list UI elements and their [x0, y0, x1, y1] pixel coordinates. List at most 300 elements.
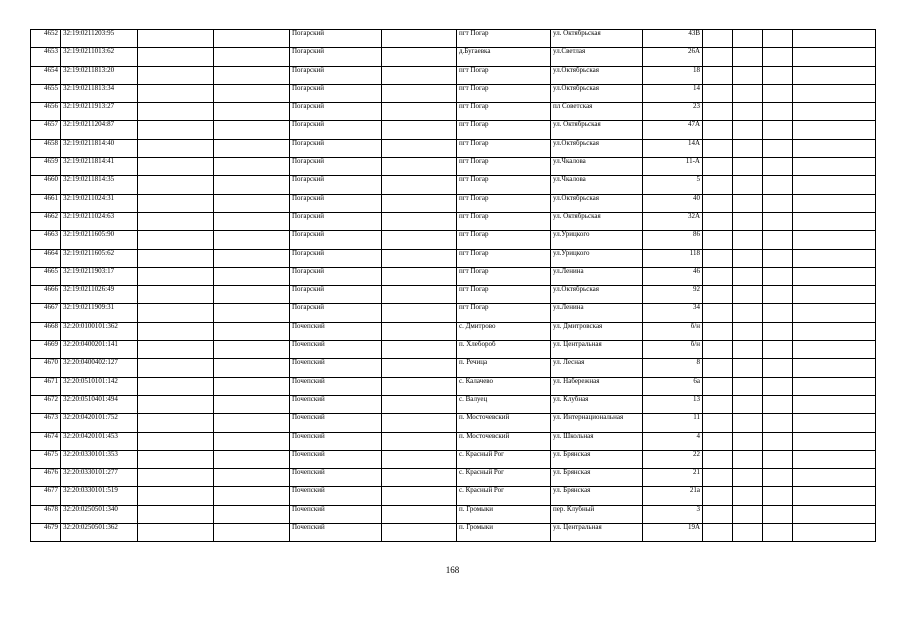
empty-cell — [382, 103, 457, 121]
district-cell: Погарский — [290, 66, 382, 84]
district-cell: Погарский — [290, 158, 382, 176]
locality-cell: пгт Погар — [457, 267, 551, 285]
empty-cell — [138, 395, 214, 413]
empty-cell — [703, 469, 733, 487]
house-number-cell: 23 — [643, 103, 703, 121]
table-row — [31, 84, 876, 102]
empty-cell — [793, 395, 876, 413]
empty-cell — [733, 30, 763, 48]
cadastral-number-cell: 32:20:0420101:752 — [61, 414, 138, 432]
empty-cell — [733, 212, 763, 230]
empty-cell — [703, 194, 733, 212]
empty-cell — [214, 176, 290, 194]
house-number-cell: 32А — [643, 212, 703, 230]
row-number-cell: 4675 — [31, 450, 61, 468]
house-number-cell: 13 — [643, 395, 703, 413]
empty-cell — [733, 84, 763, 102]
empty-cell — [733, 322, 763, 340]
table-row — [31, 322, 876, 340]
street-cell: ул. Октябрьская — [551, 212, 643, 230]
house-number-cell: 19А — [643, 524, 703, 542]
cadastral-number-cell: 32:20:0330101:519 — [61, 487, 138, 505]
cadastral-number-cell: 32:19:0211913:27 — [61, 103, 138, 121]
locality-cell: пгт Погар — [457, 194, 551, 212]
table-row — [31, 176, 876, 194]
table-row — [31, 414, 876, 432]
empty-cell — [793, 121, 876, 139]
row-number-cell: 4659 — [31, 158, 61, 176]
empty-cell — [703, 139, 733, 157]
empty-cell — [793, 66, 876, 84]
empty-cell — [214, 66, 290, 84]
row-number-cell: 4665 — [31, 267, 61, 285]
street-cell: пер. Клубный — [551, 505, 643, 523]
empty-cell — [793, 139, 876, 157]
empty-cell — [382, 450, 457, 468]
empty-cell — [703, 249, 733, 267]
empty-cell — [138, 450, 214, 468]
row-number-cell: 4656 — [31, 103, 61, 121]
empty-cell — [763, 249, 793, 267]
street-cell: ул.Октябрьская — [551, 66, 643, 84]
district-cell: Почепский — [290, 395, 382, 413]
empty-cell — [793, 322, 876, 340]
locality-cell: пгт Погар — [457, 158, 551, 176]
street-cell: ул. Октябрьская — [551, 30, 643, 48]
street-cell: пл Советская — [551, 103, 643, 121]
empty-cell — [733, 469, 763, 487]
empty-cell — [703, 30, 733, 48]
table-row — [31, 194, 876, 212]
empty-cell — [214, 487, 290, 505]
cadastral-number-cell: 32:19:0211909:31 — [61, 304, 138, 322]
district-cell: Почепский — [290, 341, 382, 359]
empty-cell — [763, 450, 793, 468]
empty-cell — [793, 231, 876, 249]
locality-cell: пгт Погар — [457, 30, 551, 48]
house-number-cell: б/н — [643, 322, 703, 340]
locality-cell: пгт Погар — [457, 103, 551, 121]
street-cell: ул. Брянская — [551, 487, 643, 505]
empty-cell — [214, 48, 290, 66]
house-number-cell: 3 — [643, 505, 703, 523]
empty-cell — [214, 158, 290, 176]
empty-cell — [382, 30, 457, 48]
empty-cell — [382, 395, 457, 413]
locality-cell: с. Валуец — [457, 395, 551, 413]
empty-cell — [733, 341, 763, 359]
empty-cell — [703, 322, 733, 340]
empty-cell — [138, 84, 214, 102]
empty-cell — [733, 524, 763, 542]
locality-cell: с. Дмитрово — [457, 322, 551, 340]
district-cell: Погарский — [290, 30, 382, 48]
empty-cell — [733, 414, 763, 432]
cadastral-number-cell: 32:20:0250501:362 — [61, 524, 138, 542]
cadastral-number-cell: 32:19:0211013:62 — [61, 48, 138, 66]
row-number-cell: 4664 — [31, 249, 61, 267]
table-row — [31, 304, 876, 322]
district-cell: Почепский — [290, 414, 382, 432]
empty-cell — [703, 103, 733, 121]
empty-cell — [382, 231, 457, 249]
empty-cell — [763, 286, 793, 304]
empty-cell — [138, 212, 214, 230]
empty-cell — [214, 231, 290, 249]
empty-cell — [733, 103, 763, 121]
row-number-cell: 4652 — [31, 30, 61, 48]
empty-cell — [703, 84, 733, 102]
empty-cell — [214, 286, 290, 304]
locality-cell: пгт Погар — [457, 84, 551, 102]
district-cell: Погарский — [290, 231, 382, 249]
empty-cell — [382, 505, 457, 523]
table-row — [31, 267, 876, 285]
table-row — [31, 121, 876, 139]
street-cell: ул. Центральная — [551, 341, 643, 359]
empty-cell — [382, 487, 457, 505]
cadastral-number-cell: 32:19:0211605:62 — [61, 249, 138, 267]
empty-cell — [382, 194, 457, 212]
house-number-cell: 22 — [643, 450, 703, 468]
house-number-cell: 6а — [643, 377, 703, 395]
row-number-cell: 4673 — [31, 414, 61, 432]
empty-cell — [793, 414, 876, 432]
district-cell: Почепский — [290, 322, 382, 340]
street-cell: ул.Чкалова — [551, 176, 643, 194]
street-cell: ул.Ленина — [551, 304, 643, 322]
table-row — [31, 158, 876, 176]
empty-cell — [138, 414, 214, 432]
house-number-cell: 47А — [643, 121, 703, 139]
district-cell: Почепский — [290, 469, 382, 487]
empty-cell — [763, 359, 793, 377]
empty-cell — [703, 231, 733, 249]
empty-cell — [763, 176, 793, 194]
empty-cell — [733, 450, 763, 468]
cadastral-number-cell: 32:19:0211203:95 — [61, 30, 138, 48]
empty-cell — [763, 377, 793, 395]
empty-cell — [703, 414, 733, 432]
locality-cell: д.Бугаевка — [457, 48, 551, 66]
empty-cell — [214, 432, 290, 450]
empty-cell — [214, 524, 290, 542]
empty-cell — [763, 231, 793, 249]
street-cell: ул.Октябрьская — [551, 139, 643, 157]
district-cell: Погарский — [290, 267, 382, 285]
table-row — [31, 249, 876, 267]
empty-cell — [793, 267, 876, 285]
locality-cell: с. Красный Рог — [457, 450, 551, 468]
table-row — [31, 469, 876, 487]
empty-cell — [793, 249, 876, 267]
empty-cell — [763, 341, 793, 359]
table-row — [31, 505, 876, 523]
cadastral-number-cell: 32:19:0211814:35 — [61, 176, 138, 194]
empty-cell — [793, 487, 876, 505]
empty-cell — [763, 30, 793, 48]
empty-cell — [138, 103, 214, 121]
empty-cell — [214, 103, 290, 121]
empty-cell — [214, 395, 290, 413]
street-cell: ул.Ленина — [551, 267, 643, 285]
locality-cell: пгт Погар — [457, 249, 551, 267]
house-number-cell: 34 — [643, 304, 703, 322]
street-cell: ул. Дмитровская — [551, 322, 643, 340]
cadastral-number-cell: 32:19:0211024:63 — [61, 212, 138, 230]
locality-cell: п. Громыки — [457, 524, 551, 542]
locality-cell: пгт Погар — [457, 66, 551, 84]
district-cell: Погарский — [290, 176, 382, 194]
empty-cell — [382, 304, 457, 322]
street-cell: ул.Чкалова — [551, 158, 643, 176]
cadastral-number-cell: 32:20:0510401:494 — [61, 395, 138, 413]
empty-cell — [793, 450, 876, 468]
house-number-cell: 11-А — [643, 158, 703, 176]
empty-cell — [214, 505, 290, 523]
table-row — [31, 103, 876, 121]
empty-cell — [733, 176, 763, 194]
empty-cell — [382, 524, 457, 542]
table-row — [31, 450, 876, 468]
empty-cell — [733, 377, 763, 395]
district-cell: Погарский — [290, 249, 382, 267]
empty-cell — [138, 249, 214, 267]
empty-cell — [733, 139, 763, 157]
locality-cell: пгт Погар — [457, 121, 551, 139]
row-number-cell: 4661 — [31, 194, 61, 212]
empty-cell — [763, 267, 793, 285]
empty-cell — [382, 322, 457, 340]
empty-cell — [763, 432, 793, 450]
table-row — [31, 524, 876, 542]
locality-cell: пгт Погар — [457, 176, 551, 194]
district-cell: Погарский — [290, 304, 382, 322]
empty-cell — [138, 30, 214, 48]
empty-cell — [703, 48, 733, 66]
empty-cell — [138, 176, 214, 194]
empty-cell — [703, 286, 733, 304]
empty-cell — [703, 377, 733, 395]
street-cell: ул. Центральная — [551, 524, 643, 542]
empty-cell — [214, 414, 290, 432]
locality-cell: п. Мосточевский — [457, 432, 551, 450]
cadastral-number-cell: 32:19:0211204:87 — [61, 121, 138, 139]
empty-cell — [382, 139, 457, 157]
empty-cell — [793, 84, 876, 102]
row-number-cell: 4666 — [31, 286, 61, 304]
empty-cell — [703, 487, 733, 505]
empty-cell — [382, 176, 457, 194]
empty-cell — [793, 359, 876, 377]
empty-cell — [138, 377, 214, 395]
locality-cell: пгт Погар — [457, 139, 551, 157]
table-row — [31, 212, 876, 230]
empty-cell — [763, 414, 793, 432]
empty-cell — [382, 84, 457, 102]
district-cell: Погарский — [290, 103, 382, 121]
empty-cell — [382, 158, 457, 176]
empty-cell — [214, 194, 290, 212]
street-cell: ул. Октябрьская — [551, 121, 643, 139]
empty-cell — [733, 194, 763, 212]
empty-cell — [763, 194, 793, 212]
street-cell: ул.Урицкого — [551, 231, 643, 249]
empty-cell — [763, 487, 793, 505]
cadastral-number-cell: 32:20:0250501:340 — [61, 505, 138, 523]
house-number-cell: 43В — [643, 30, 703, 48]
empty-cell — [733, 66, 763, 84]
empty-cell — [214, 139, 290, 157]
empty-cell — [138, 267, 214, 285]
empty-cell — [793, 103, 876, 121]
cadastral-number-cell: 32:19:0211903:17 — [61, 267, 138, 285]
row-number-cell: 4677 — [31, 487, 61, 505]
empty-cell — [793, 505, 876, 523]
cadastral-number-cell: 32:20:0400201:141 — [61, 341, 138, 359]
row-number-cell: 4671 — [31, 377, 61, 395]
street-cell: ул.Октябрьская — [551, 194, 643, 212]
row-number-cell: 4655 — [31, 84, 61, 102]
empty-cell — [214, 469, 290, 487]
empty-cell — [763, 469, 793, 487]
row-number-cell: 4667 — [31, 304, 61, 322]
cadastral-number-cell: 32:20:0420101:453 — [61, 432, 138, 450]
locality-cell: п. Громыки — [457, 505, 551, 523]
district-cell: Почепский — [290, 377, 382, 395]
district-cell: Погарский — [290, 48, 382, 66]
cadastral-number-cell: 32:19:0211605:90 — [61, 231, 138, 249]
empty-cell — [733, 487, 763, 505]
table-row — [31, 286, 876, 304]
page-number: 168 — [445, 565, 460, 575]
empty-cell — [763, 505, 793, 523]
empty-cell — [382, 377, 457, 395]
house-number-cell: 40 — [643, 194, 703, 212]
empty-cell — [703, 304, 733, 322]
cadastral-number-cell: 32:19:0211814:41 — [61, 158, 138, 176]
cadastral-number-cell: 32:20:0330101:277 — [61, 469, 138, 487]
house-number-cell: 26А — [643, 48, 703, 66]
house-number-cell: 18 — [643, 66, 703, 84]
empty-cell — [733, 286, 763, 304]
row-number-cell: 4676 — [31, 469, 61, 487]
table-row — [31, 395, 876, 413]
house-number-cell: 8 — [643, 359, 703, 377]
empty-cell — [733, 158, 763, 176]
empty-cell — [214, 30, 290, 48]
empty-cell — [382, 286, 457, 304]
empty-cell — [703, 359, 733, 377]
locality-cell: п. Хлебороб — [457, 341, 551, 359]
district-cell: Погарский — [290, 84, 382, 102]
empty-cell — [138, 231, 214, 249]
empty-cell — [138, 66, 214, 84]
street-cell: ул. Брянская — [551, 450, 643, 468]
empty-cell — [793, 194, 876, 212]
empty-cell — [703, 267, 733, 285]
house-number-cell: 4 — [643, 432, 703, 450]
empty-cell — [382, 249, 457, 267]
locality-cell: пгт Погар — [457, 212, 551, 230]
cadastral-number-cell: 32:19:0211813:20 — [61, 66, 138, 84]
row-number-cell: 4658 — [31, 139, 61, 157]
empty-cell — [138, 48, 214, 66]
table-row — [31, 231, 876, 249]
row-number-cell: 4670 — [31, 359, 61, 377]
district-cell: Погарский — [290, 286, 382, 304]
street-cell: ул. Клубная — [551, 395, 643, 413]
empty-cell — [382, 66, 457, 84]
empty-cell — [703, 66, 733, 84]
empty-cell — [214, 121, 290, 139]
empty-cell — [214, 359, 290, 377]
house-number-cell: 5 — [643, 176, 703, 194]
cadastral-number-cell: 32:19:0211813:34 — [61, 84, 138, 102]
cadastral-number-cell: 32:20:0330101:353 — [61, 450, 138, 468]
empty-cell — [138, 139, 214, 157]
empty-cell — [703, 524, 733, 542]
empty-cell — [214, 450, 290, 468]
empty-cell — [138, 304, 214, 322]
empty-cell — [733, 395, 763, 413]
empty-cell — [214, 249, 290, 267]
table-row — [31, 139, 876, 157]
table-row — [31, 30, 876, 48]
district-cell: Почепский — [290, 450, 382, 468]
empty-cell — [703, 395, 733, 413]
street-cell: ул.Октябрьская — [551, 286, 643, 304]
street-cell: ул. Лесная — [551, 359, 643, 377]
table-row — [31, 377, 876, 395]
empty-cell — [214, 84, 290, 102]
row-number-cell: 4657 — [31, 121, 61, 139]
empty-cell — [733, 505, 763, 523]
house-number-cell: 21а — [643, 487, 703, 505]
empty-cell — [763, 103, 793, 121]
district-cell: Погарский — [290, 139, 382, 157]
district-cell: Погарский — [290, 194, 382, 212]
empty-cell — [214, 322, 290, 340]
empty-cell — [382, 432, 457, 450]
empty-cell — [382, 359, 457, 377]
empty-cell — [138, 487, 214, 505]
empty-cell — [733, 121, 763, 139]
house-number-cell: 46 — [643, 267, 703, 285]
empty-cell — [793, 524, 876, 542]
empty-cell — [763, 524, 793, 542]
street-cell: ул. Интернациональная — [551, 414, 643, 432]
empty-cell — [733, 48, 763, 66]
empty-cell — [703, 341, 733, 359]
row-number-cell: 4669 — [31, 341, 61, 359]
cadastral-number-cell: 32:19:0211026:49 — [61, 286, 138, 304]
district-cell: Почепский — [290, 432, 382, 450]
empty-cell — [733, 304, 763, 322]
empty-cell — [138, 286, 214, 304]
district-cell: Погарский — [290, 212, 382, 230]
empty-cell — [703, 158, 733, 176]
cadastral-number-cell: 32:20:0510101:142 — [61, 377, 138, 395]
empty-cell — [733, 359, 763, 377]
cadastral-number-cell: 32:19:0211814:40 — [61, 139, 138, 157]
row-number-cell: 4660 — [31, 176, 61, 194]
empty-cell — [763, 395, 793, 413]
empty-cell — [793, 48, 876, 66]
empty-cell — [703, 432, 733, 450]
empty-cell — [703, 450, 733, 468]
empty-cell — [793, 212, 876, 230]
